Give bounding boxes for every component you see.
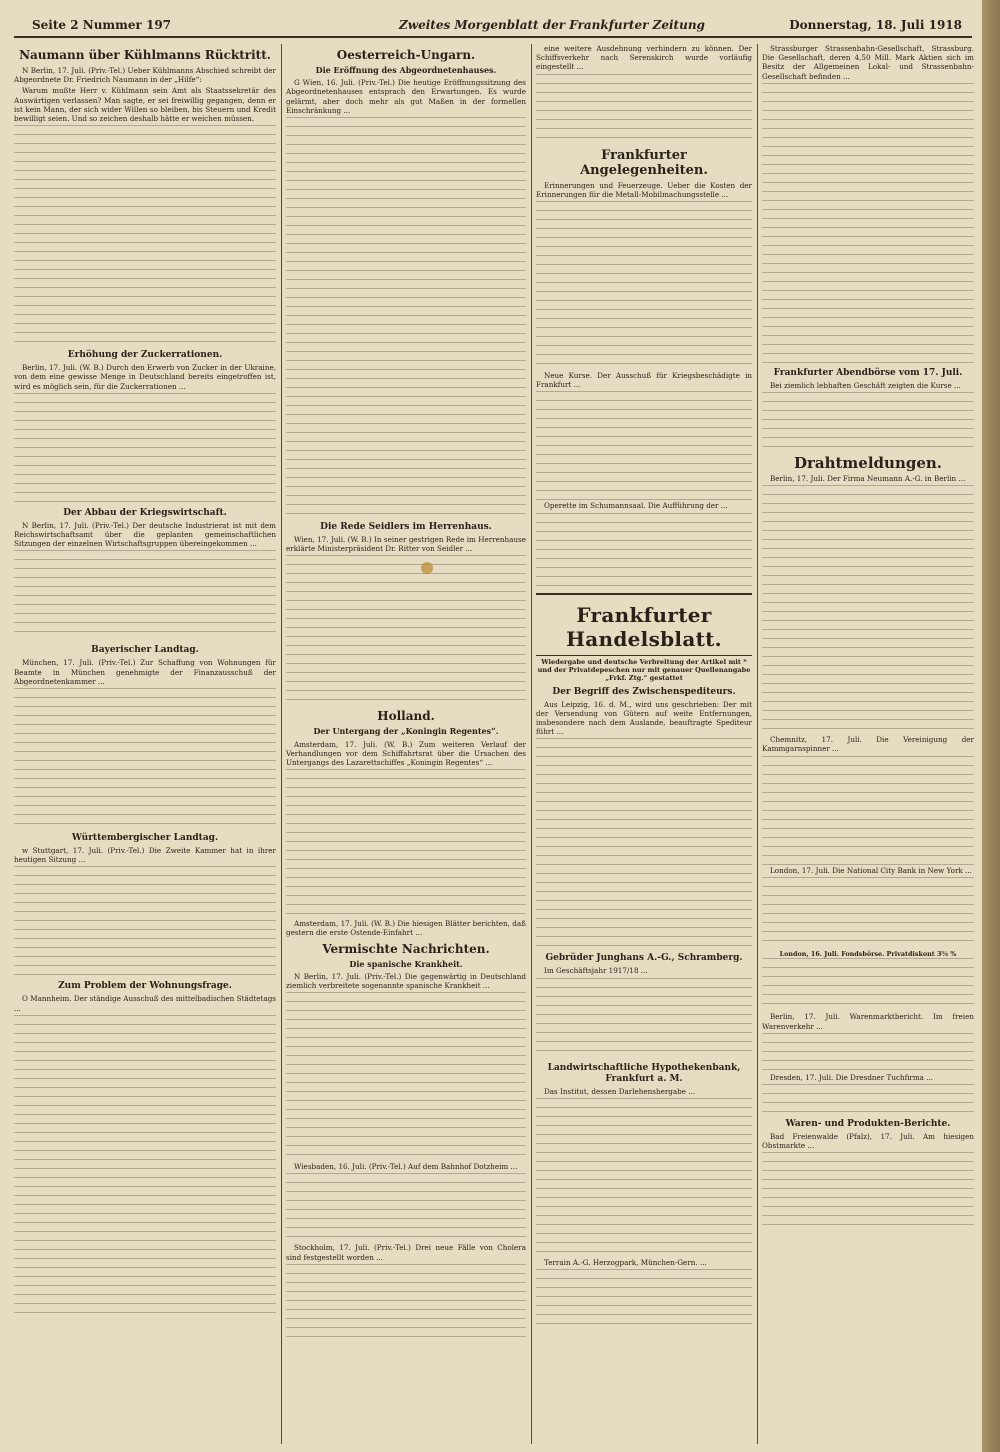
article-heading: Die Rede Seidlers im Herrenhaus. <box>320 522 492 533</box>
text-body <box>286 1173 526 1243</box>
article-heading: Naumann über Kühlmanns Rücktritt. <box>19 48 271 62</box>
text-body <box>14 550 276 640</box>
text-body <box>536 978 752 1058</box>
article-heading: Vermischte Nachrichten. <box>322 941 490 956</box>
column-1 <box>14 44 276 1444</box>
article-text: Amsterdam, 17. Juli. (W. B.) Die hiesigen Blätter berichten, daß gestern die erste Ostende-Einfahrt ... <box>286 919 526 938</box>
text-body <box>14 125 276 345</box>
text-body <box>762 877 974 947</box>
text-body <box>762 392 974 452</box>
article-text: Dresden, 17. Juli. Die Dresdner Tuchfirma ... <box>770 1072 934 1082</box>
page-header <box>14 14 972 38</box>
article-subheading: Die Eröffnung des Abgeordnetenhauses. <box>315 65 497 75</box>
article-text: N Berlin, 17. Juli. (Priv.-Tel.) Ueber Kühlmanns Abschied schreibt der Abgeordnete Dr. Friedrich Naumann in der „Hilfe“: <box>14 66 276 85</box>
article-heading: Gebrüder Junghans A.-G., Schramberg. <box>545 953 743 964</box>
text-body <box>762 1152 974 1232</box>
article-text: Stockholm, 17. Juli. (Priv.-Tel.) Drei neue Fälle von Cholera sind festgestellt worden ... <box>286 1243 526 1262</box>
text-body <box>286 992 526 1162</box>
article-heading: Oesterreich-Ungarn. <box>336 48 476 62</box>
article-text: Berlin, 17. Juli. Warenmarktbericht. Im freien Warenverkehr ... <box>762 1012 974 1031</box>
text-body <box>536 74 752 144</box>
text-body <box>286 117 526 517</box>
article-text: Warum mußte Herr v. Kühlmann sein Amt als Staatssekretär des Auswärtigen verlassen? Man sagte, er sei freiwillig gegangen, denn er ist kein Mann, der sich wider Willen so bleiben, bis Steuern und Kredit bewilligt seien. Und so zeichen deshalb hätte er weichen müssen. <box>14 86 276 124</box>
text-body <box>536 1269 752 1329</box>
article-text: London, 17. Juli. Die National City Bank in New York ... <box>770 865 972 875</box>
article-text: G Wien, 16. Juli. (Priv.-Tel.) Die heutige Eröffnungssitzung des Abgeordnetenhauses entsprach den Erwartungen. Es wurde gelärmt, aber doch mehr als gut Maßen in der formellen Einschränkung ... <box>286 78 526 115</box>
article-text: Im Geschäftsjahr 1917/18 ... <box>544 966 648 976</box>
text-body <box>536 201 752 371</box>
article-text: Das Institut, dessen Darlehenshergabe ... <box>544 1086 696 1096</box>
article-text: Wiesbaden, 16. Juli. (Priv.-Tel.) Auf dem Bahnhof Dotzheim ... <box>294 1162 518 1172</box>
article-text: Strassburger Strassenbahn-Gesellschaft, Strassburg. Die Gesellschaft, deren 4,50 Mill. Mark Aktien sich im Besitz der Allgemeinen Lokal- und Strassenbahn-Gesellschaft befinden ... <box>762 44 974 81</box>
text-body <box>762 1033 974 1073</box>
article-heading: Erhöhung der Zuckerrationen. <box>67 350 223 361</box>
article-heading: Holland. <box>377 709 435 724</box>
page-number: Seite 2 Nummer 197 <box>32 18 172 32</box>
article-text: Neue Kurse. Der Ausschuß für Kriegsbeschädigte in Frankfurt ... <box>536 371 752 390</box>
column-divider <box>757 44 758 1444</box>
article-heading: Waren- und Produkten-Berichte. <box>785 1119 951 1130</box>
column-divider <box>531 44 532 1444</box>
table-body <box>762 958 974 1008</box>
column-3 <box>536 44 752 1444</box>
section-heading: Frankfurter Angelegenheiten. <box>580 147 708 178</box>
article-heading: Landwirtschaftliche Hypothekenbank, Frankfurt a. M. <box>547 1062 741 1084</box>
column-4 <box>762 44 974 1444</box>
article-text: Aus Leipzig, 16. d. M., wird uns geschrieben: Der mit der Versendung von Gütern auf weite Entfernungen, insbesondere nach dem Auslande, beauftragte Spediteur führt ... <box>536 699 752 737</box>
article-subheading: Die spanische Krankheit. <box>349 958 463 969</box>
article-heading: Frankfurter Abendbörse vom 17. Juli. <box>773 367 963 378</box>
text-body <box>14 866 276 976</box>
article-text: Wien, 17. Juli. (W. B.) In seiner gestrigen Rede im Herrenhause erklärte Ministerpräsident Dr. Ritter von Seidler ... <box>286 535 526 554</box>
article-text: Bad Freienwalde (Pfalz), 17. Juli. Am hiesigen Obstmarkte ... <box>762 1132 974 1151</box>
handelsblatt-masthead <box>536 593 752 656</box>
article-text: Berlin, 17. Juli. (W. B.) Durch den Erwerb von Zucker in der Ukraine, von dem eine gewisse Menge in Deutschland bereits eingetroffen ist, wird es möglich sein, für die Zuckerrationen ... <box>14 363 276 391</box>
article-text: München, 17. Juli. (Priv.-Tel.) Zur Schaffung von Wohnungen für Beamte in München genehmigte der Finanzausschuß der Abgeordnetenkammer ... <box>14 658 276 686</box>
section-title: Frankfurter Handelsblatt. <box>566 602 722 651</box>
article-text: w Stuttgart, 17. Juli. (Priv.-Tel.) Die Zweite Kammer hat in ihrer heutigen Sitzung ... <box>14 846 276 865</box>
ink-stain <box>421 562 433 574</box>
article-text: Erinnerungen und Feuerzeuge. Ueber die Kosten der Erinnerungen für die Metall-Mobilmachungsstelle ... <box>536 180 752 199</box>
issue-date: Donnerstag, 18. Juli 1918 <box>789 18 962 32</box>
section-heading: Drahtmeldungen. <box>793 454 943 473</box>
column-2 <box>286 44 526 1444</box>
book-binding-edge <box>982 0 1000 1452</box>
text-body <box>14 393 276 503</box>
article-text: Berlin, 17. Juli. Der Firma Neumann A.-G. in Berlin ... <box>770 474 966 484</box>
article-heading: Württembergischer Landtag. <box>71 833 219 844</box>
article-text: eine weitere Ausdehnung verhindern zu können. Der Schiffsverkehr nach Serenskirch wurde vorläufig eingestellt ... <box>536 44 752 72</box>
text-body <box>536 513 752 593</box>
text-body <box>14 1015 276 1315</box>
text-body <box>286 555 526 705</box>
text-body <box>762 1084 974 1114</box>
article-heading: Der Abbau der Kriegswirtschaft. <box>63 507 227 518</box>
article-text: O Mannheim. Der ständige Ausschuß des mittelbadischen Städtetags ... <box>14 994 276 1013</box>
columns <box>14 44 972 1444</box>
article-subheading: Der Untergang der „Koningin Regentes“. <box>313 726 499 737</box>
article-text: N Berlin, 17. Juli. (Priv.-Tel.) Der deutsche Industrierat ist mit dem Reichswirtschaftsamt über die geplanten gemeinschaftlichen Sitzungen der einzelnen Wirtschaftsgruppen übereingekommen ... <box>14 520 276 549</box>
article-heading: Zum Problem der Wohnungsfrage. <box>58 981 232 992</box>
text-body <box>286 769 526 919</box>
text-body <box>536 391 752 501</box>
article-text: Terrain A.-G. Herzogpark, München-Gern. ... <box>544 1257 707 1267</box>
article-text: Operette im Schumannsaal. Die Aufführung der ... <box>544 501 728 511</box>
text-body <box>762 756 974 866</box>
article-heading: Der Begriff des Zwischenspediteurs. <box>552 686 736 697</box>
article-text: Chemnitz, 17. Juli. Die Vereinigung der Kammgarnspinner ... <box>762 735 974 754</box>
article-text: Bei ziemlich lebhaften Geschäft zeigten die Kurse ... <box>770 380 961 390</box>
article-heading: Bayerischer Landtag. <box>91 645 199 656</box>
text-body <box>14 688 276 828</box>
text-body <box>762 83 974 363</box>
column-divider <box>281 44 282 1444</box>
article-text: N Berlin, 17. Juli. (Priv.-Tel.) Die gegenwärtig in Deutschland ziemlich verbreitete sogenannte spanische Krankheit ... <box>286 971 526 991</box>
table-title: London, 16. Juli. Fondsbörse. Privatdiskont 3⅝ % <box>779 949 957 958</box>
reprint-notice: Wiedergabe und deutsche Verbreitung der Artikel mit * und der Privatdepeschen nur mit genauer Quellenangabe „Frkf. Ztg.“ gestattet <box>537 657 751 682</box>
text-body <box>762 485 974 735</box>
stock-table <box>762 951 974 1009</box>
text-body <box>536 738 752 948</box>
masthead: Zweites Morgenblatt der Frankfurter Zeitung <box>399 18 705 32</box>
text-body <box>286 1264 526 1344</box>
article-text: Amsterdam, 17. Juli. (W. B.) Zum weiteren Verlauf der Verhandlungen vor dem Schiffahrtsrat über die Ursachen des Untergangs des Lazarettschiffes „Koningin Regentes“ ... <box>286 739 526 768</box>
text-body <box>536 1098 752 1258</box>
